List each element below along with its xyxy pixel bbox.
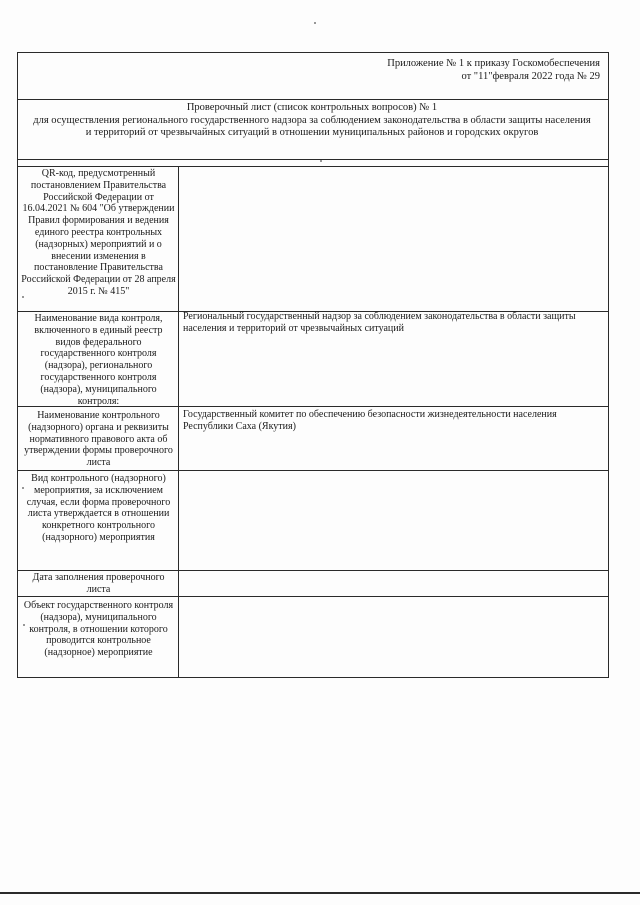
- row-label-qr-code: QR-код, предусмотренный постановлением Правительства Российской Федерации от 16.04.2021 № 604 "Об утверждении Правил формирования и ведения единого реестра контрольных (надзорных) мероприятий и о внесении изменения в постановление Правительства Российской Федерации от 28 апреля 2015 г. № 415": [21, 168, 176, 297]
- row-label-control-type: Наименование вида контроля, включенного в единый реестр видов федерального государственного контроля (надзора), регионального государственного контроля (надзора), муниципального контроля:: [34, 313, 163, 407]
- row-label-authority: Наименование контрольного (надзорного) органа и реквизиты нормативного правового акта об утверждении формы проверочного листа: [24, 410, 173, 469]
- scan-speck: [22, 296, 24, 298]
- divider: [17, 159, 609, 160]
- title-line-2: для осуществления регионального государственного надзора за соблюдением законодательства в области защиты населения: [33, 114, 591, 126]
- scan-speck: [23, 624, 25, 626]
- appendix-line-1: Приложение № 1 к приказу Госкомобеспечения: [387, 58, 600, 69]
- divider: [17, 596, 609, 597]
- row-value-authority: Государственный комитет по обеспечению безопасности жизнедеятельности населения Республики Саха (Якутия): [183, 409, 557, 432]
- row-label-event-type: Вид контрольного (надзорного) мероприятия, за исключением случая, если форма проверочного листа утверждается в отношении конкретного контрольного (надзорного) мероприятия: [26, 473, 171, 543]
- scan-speck: [22, 487, 24, 489]
- divider: [17, 570, 609, 571]
- checklist-title: [20, 102, 604, 140]
- row-label-inspection-object: Объект государственного контроля (надзора), муниципального контроля, в отношении которого проводится контрольное (надзорное) мероприятие: [23, 600, 174, 659]
- appendix-note: [280, 57, 600, 83]
- divider: [17, 166, 609, 167]
- scan-speck: [320, 160, 322, 162]
- scan-speck: [314, 22, 316, 24]
- column-divider: [178, 166, 179, 678]
- appendix-line-2: от "11"февраля 2022 года № 29: [461, 71, 600, 82]
- divider: [17, 99, 609, 100]
- title-line-1: Проверочный лист (список контрольных вопросов) № 1: [186, 102, 438, 113]
- title-line-3: и территорий от чрезвычайных ситуаций в отношении муниципальных районов и городских округов: [85, 127, 539, 138]
- row-label-fill-date: Дата заполнения проверочного листа: [32, 572, 165, 595]
- divider: [17, 470, 609, 471]
- page-bottom-edge: [0, 892, 640, 894]
- row-value-control-type: Региональный государственный надзор за соблюдением законодательства в области защиты населения и территорий от чрезвычайных ситуаций: [183, 311, 576, 334]
